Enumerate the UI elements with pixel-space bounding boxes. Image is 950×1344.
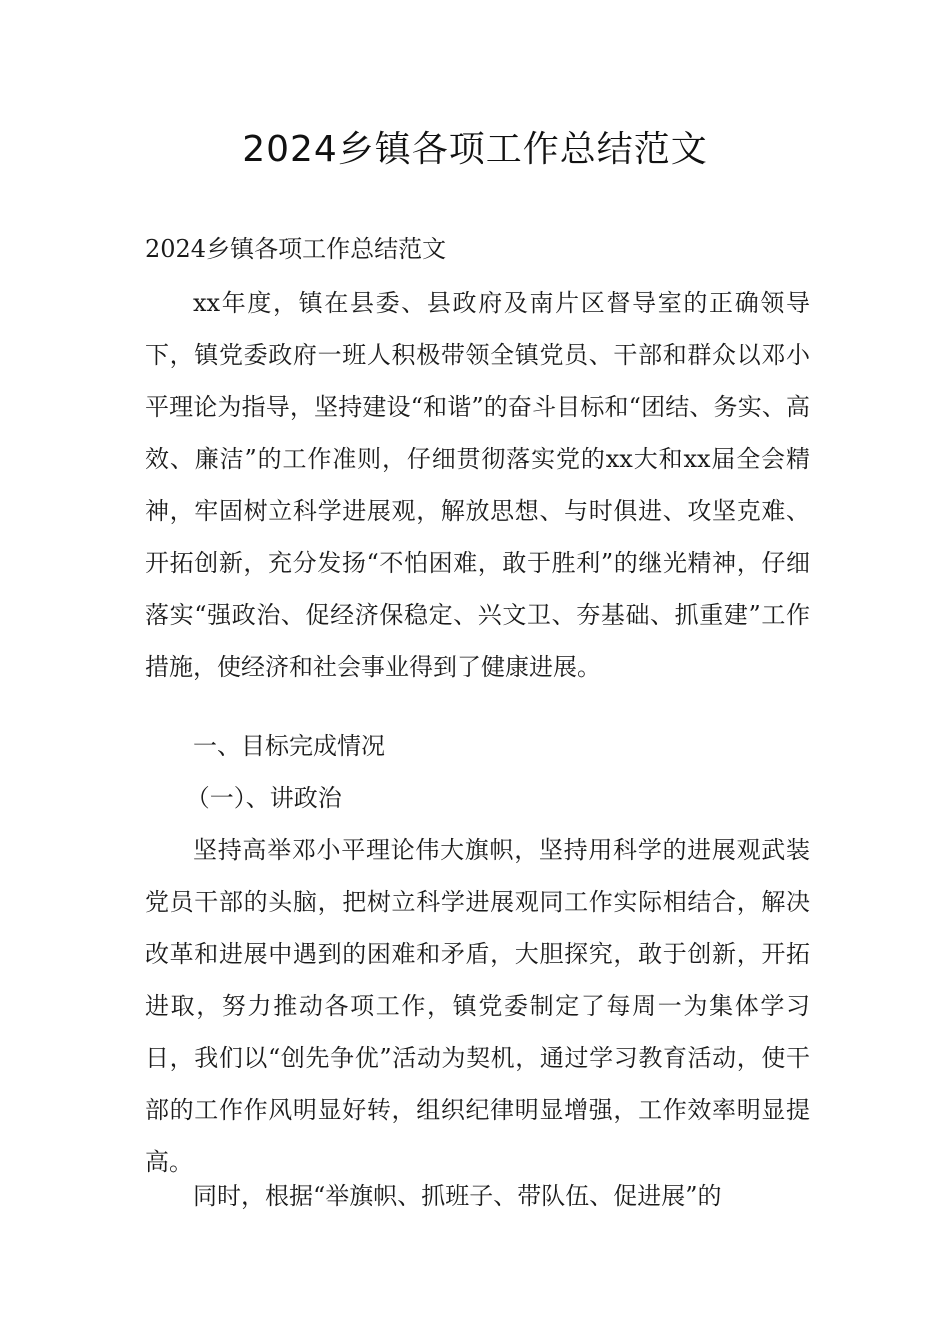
paragraph-politics: 坚持高举邓小平理论伟大旗帜，坚持用科学的进展观武装党员干部的头脑，把树立科学进展观同工作实际相结合，解决改革和进展中遇到的困难和矛盾，大胆探究，敢于创新，开拓进取，努力推动各项工作，镇党委制定了每周一为集体学习日，我们以“创先争优”活动为契机，通过学习教育活动，使干部的工作作风明显好转，组织纪律明显增强，工作效率明显提高。 — [145, 836, 810, 1176]
document-subtitle: 2024乡镇各项工作总结范文 — [145, 235, 447, 263]
paragraph-intro: xx年度，镇在县委、县政府及南片区督导室的正确领导下，镇党委政府一班人积极带领全镇党员、干部和群众以邓小平理论为指导，坚持建设“和谐”的奋斗目标和“团结、务实、高效、廉洁”的工作准则，仔细贯彻落实党的xx大和xx届全会精神，牢固树立科学进展观，解放思想、与时俱进、攻坚克难、开拓创新，充分发扬“不怕困难，敢于胜利”的继光精神，仔细落实“强政治、促经济保稳定、兴文卫、夯基础、抓重建”工作措施，使经济和社会事业得到了健康进展。 — [145, 289, 810, 681]
document-title: 2024乡镇各项工作总结范文 — [242, 129, 708, 170]
paragraph-continuation: 同时，根据“举旗帜、抓班子、带队伍、促进展”的 — [193, 1182, 722, 1210]
subsection-heading: （一）、讲政治 — [185, 784, 342, 812]
section-heading: 一、目标完成情况 — [193, 732, 385, 760]
